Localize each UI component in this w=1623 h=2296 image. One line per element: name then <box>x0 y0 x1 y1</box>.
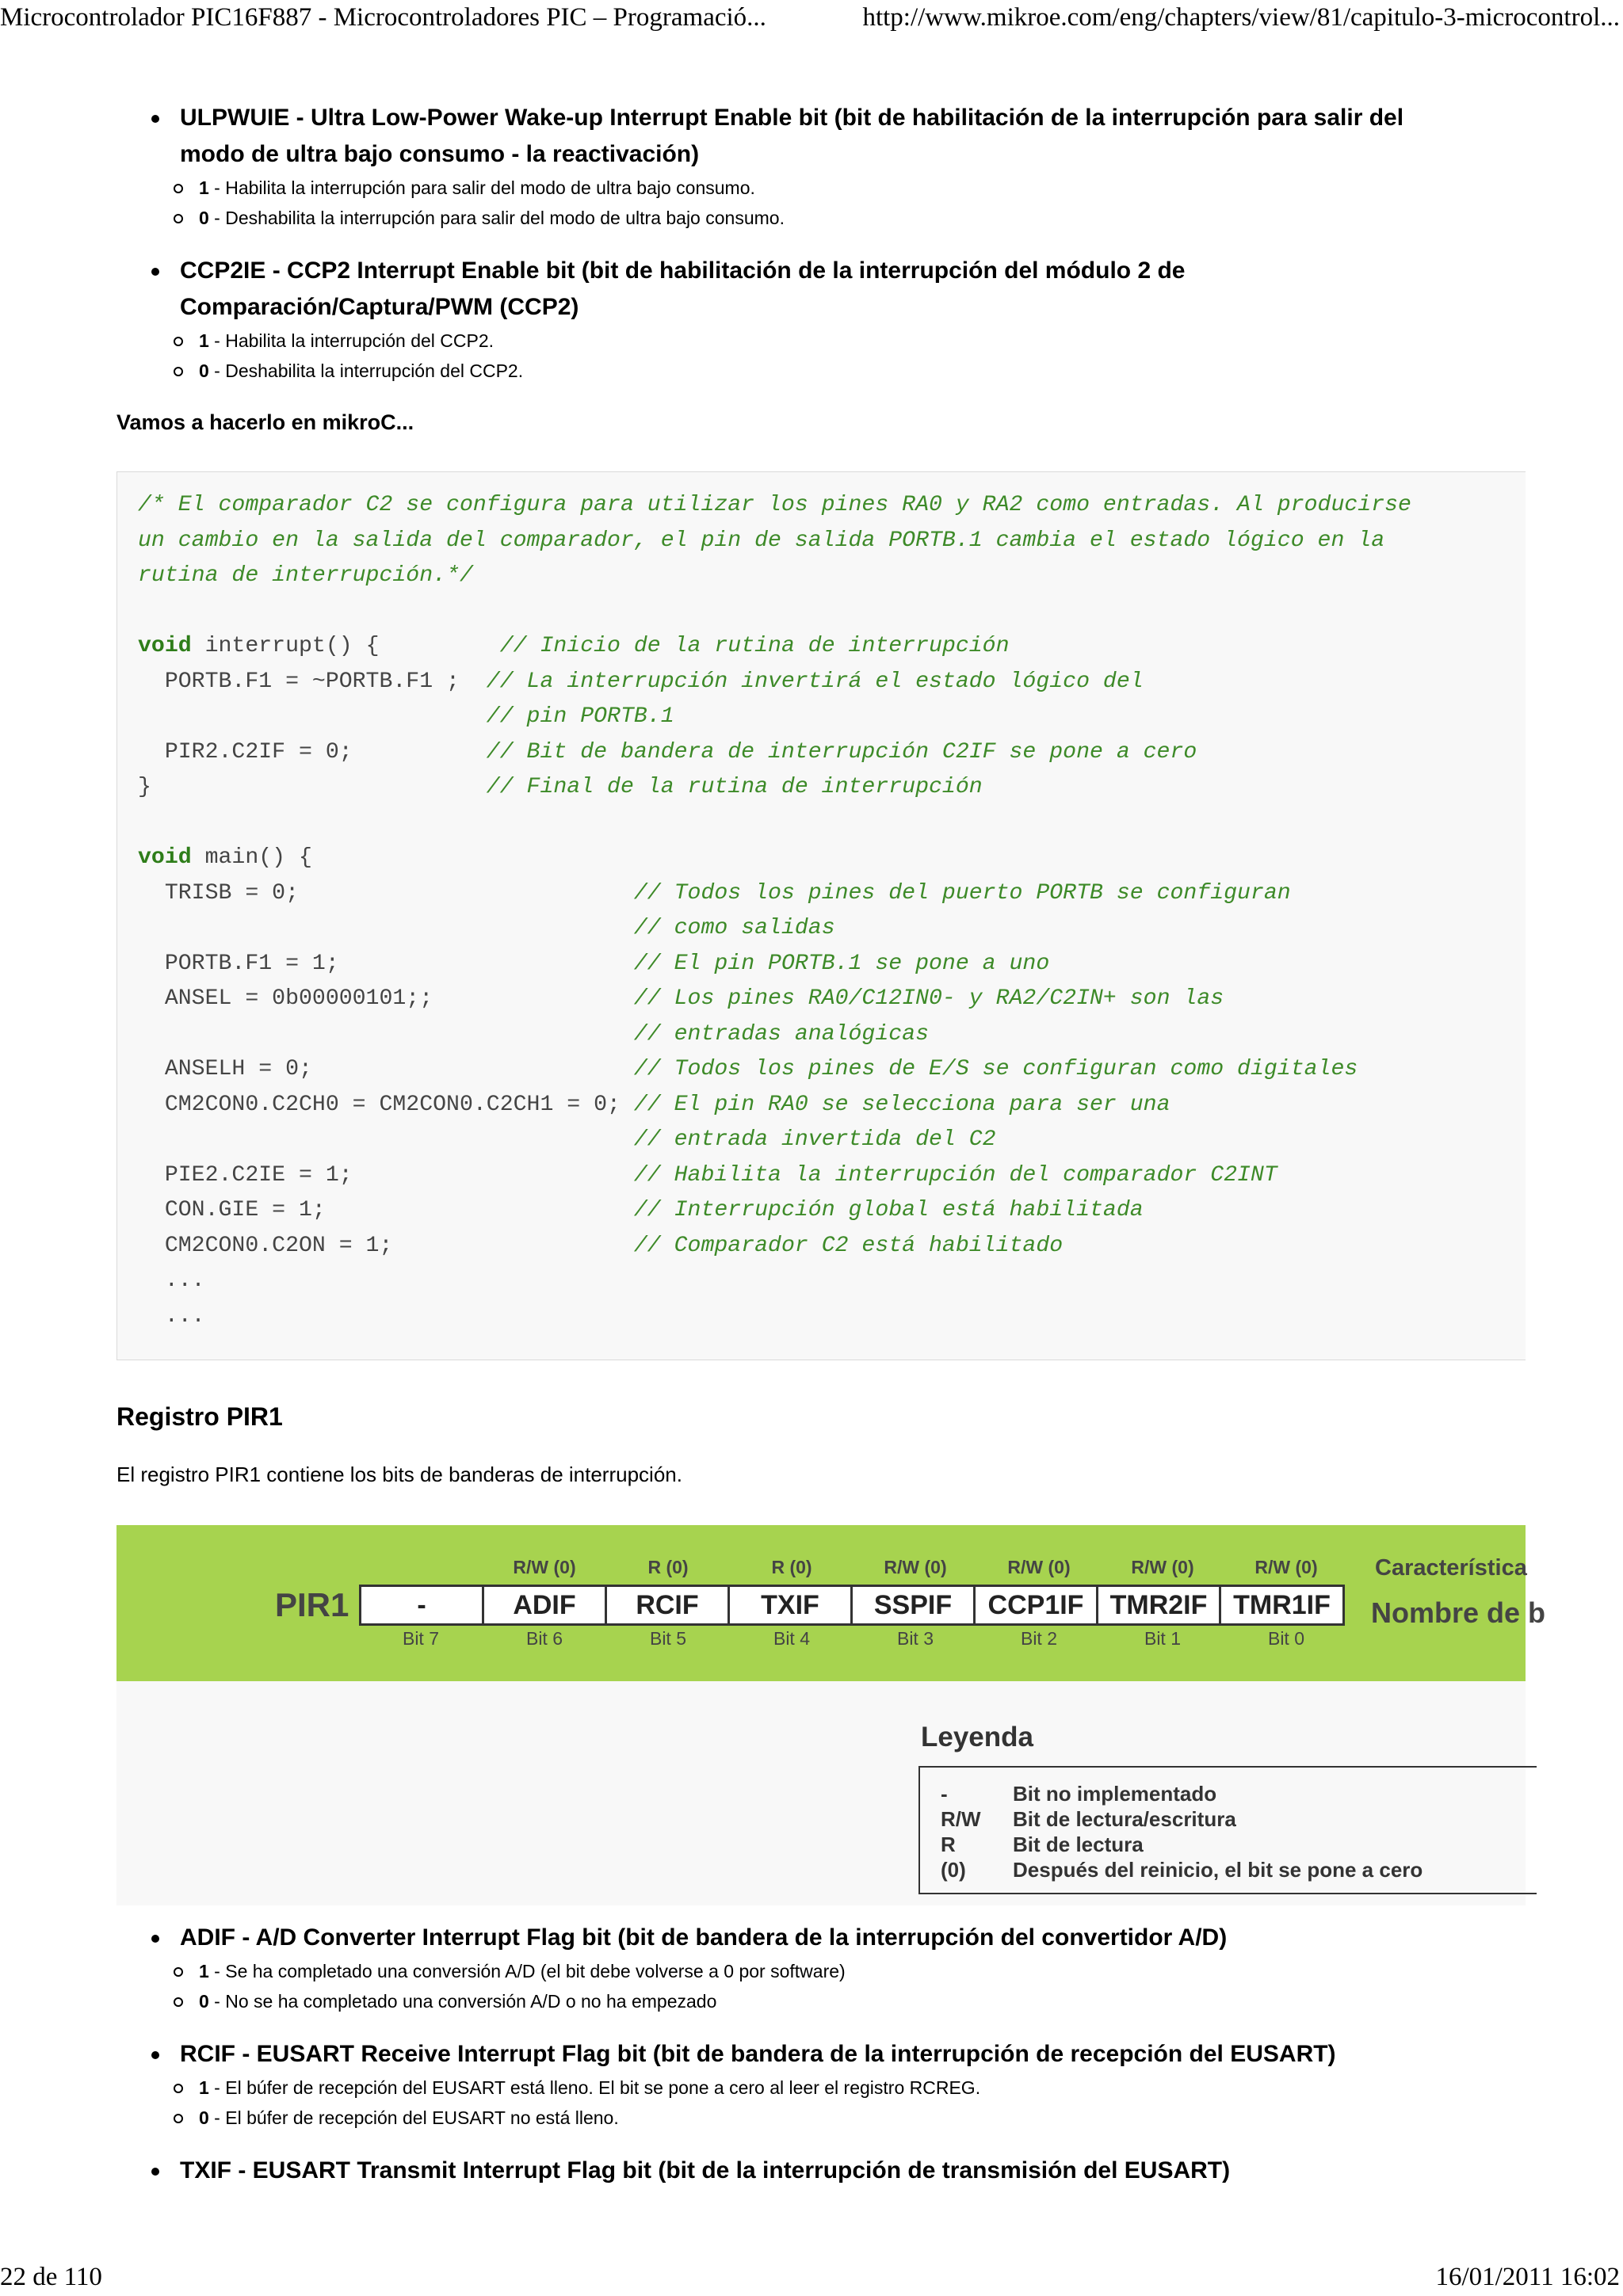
code-line <box>138 1123 1411 1158</box>
code-text: ANSEL = 0b00000101;; <box>138 986 634 1011</box>
bit-value-desc: - El búfer de recepción del EUSART está lleno. El bit se pone a cero al leer el registro RCREG. <box>208 2077 981 2098</box>
register-bit-cell: SSPIF <box>853 1587 976 1623</box>
code-line <box>138 1088 1411 1123</box>
code-line <box>138 770 1411 806</box>
print-datetime: 16/01/2011 16:02 <box>1435 2263 1620 2291</box>
register-access-label: R (0) <box>647 1557 689 1577</box>
register-bit-number: Bit 3 <box>896 1628 934 1649</box>
code-text <box>138 916 634 940</box>
code-comment: // Bit de bandera de interrupción C2IF se pone a cero <box>486 739 1197 765</box>
bit-desc-title-line: Comparación/Captura/PWM (CCP2) <box>180 294 579 320</box>
legend-value: Bit de lectura/escritura <box>1013 1807 1236 1831</box>
bit-value: 0 <box>199 208 209 228</box>
page-counter: 22 de 110 <box>0 2263 102 2291</box>
code-text: ANSELH = 0; <box>138 1057 634 1081</box>
code-comment: // Todos los pines del puerto PORTB se configuran <box>633 880 1291 906</box>
section-heading: Registro PIR1 <box>116 1402 283 1431</box>
code-line <box>138 700 1411 735</box>
code-line <box>138 1017 1411 1053</box>
circle-bullet-icon <box>174 337 183 346</box>
code-block <box>116 471 1526 1360</box>
register-bit-number: Bit 1 <box>1144 1628 1182 1649</box>
code-comment: // Comparador C2 está habilitado <box>633 1233 1064 1258</box>
legend-box <box>918 1766 1537 1894</box>
legend-row <box>941 1807 1236 1832</box>
code-comment: // como salidas <box>633 916 835 940</box>
code-text <box>138 1022 634 1047</box>
code-line <box>138 524 1411 559</box>
register-legend-area <box>116 1681 1526 1905</box>
code-comment: // Inicio de la rutina de interrupción <box>499 634 1010 658</box>
register-access-row <box>359 1557 1348 1578</box>
legend-key: (0) <box>941 1858 966 1882</box>
bit-value-item <box>116 1956 1526 1986</box>
circle-bullet-icon <box>174 1997 183 2007</box>
bit-desc-title-line: modo de ultra bajo consumo - la reactivación) <box>180 141 700 167</box>
register-access-label: R/W (0) <box>1131 1557 1194 1577</box>
code-text: CM2CON0.C2ON = 1; <box>138 1233 634 1258</box>
register-bit-cell: TMR2IF <box>1098 1587 1221 1623</box>
code-line <box>138 1052 1411 1088</box>
register-bit-cell: CCP1IF <box>976 1587 1098 1623</box>
bullet-icon <box>151 115 159 123</box>
legend-row <box>941 1782 1216 1806</box>
code-comment: // Todos los pines de E/S se configuran como digitales <box>633 1057 1358 1081</box>
bit-value-desc: - Deshabilita la interrupción para salir del modo de ultra bajo consumo. <box>208 208 785 228</box>
bit-value-desc: - No se ha completado una conversión A/D o no ha empezado <box>208 1991 717 2012</box>
register-access-label: R/W (0) <box>1254 1557 1318 1577</box>
register-diagram <box>116 1525 1546 1681</box>
bit-desc-title-line: ULPWUIE - Ultra Low-Power Wake-up Interrupt Enable bit (bit de habilitación de la interrupción para salir del <box>180 105 1404 131</box>
code-comment: // Habilita la interrupción del comparador C2INT <box>633 1162 1277 1188</box>
code-comment: // entradas analógicas <box>633 1021 930 1047</box>
bit-value: 1 <box>199 1961 209 1981</box>
code-line <box>138 1193 1411 1229</box>
register-bit-cell: TMR1IF <box>1233 1590 1331 1620</box>
code-text: PORTB.F1 = 1; <box>138 951 634 976</box>
code-text: PIR2.C2IF = 0; <box>138 739 487 765</box>
code-keyword: void <box>138 634 192 658</box>
register-bit-cell: - <box>361 1587 484 1623</box>
legend-title: Leyenda <box>921 1722 1033 1753</box>
code-text: PORTB.F1 = ~PORTB.F1 ; <box>138 669 487 694</box>
code-line <box>138 488 1411 524</box>
bit-desc-title <box>116 2153 1526 2189</box>
page-url: http://www.mikroe.com/eng/chapters/view/81/capitulo-3-microcontrol... <box>862 3 1620 32</box>
bit-desc-title <box>116 1920 1526 1956</box>
code-line <box>138 911 1411 947</box>
bit-desc-rcif <box>116 2036 1526 2133</box>
legend-key: R/W <box>941 1807 981 1831</box>
register-access-label: R/W (0) <box>513 1557 576 1577</box>
code-line <box>138 1229 1411 1264</box>
bit-value: 0 <box>199 1991 209 2012</box>
code-text: CON.GIE = 1; <box>138 1198 634 1222</box>
legend-value: Bit de lectura <box>1013 1833 1144 1856</box>
bit-value-item <box>116 356 1526 386</box>
code-comment: // Los pines RA0/C12IN0- y RA2/C2IN+ son las <box>633 986 1224 1011</box>
code-comment: // Final de la rutina de interrupción <box>486 775 983 799</box>
bullet-icon <box>151 2168 159 2176</box>
code-comment: // entrada invertida del C2 <box>633 1127 996 1152</box>
register-bit-number: Bit 2 <box>1020 1628 1058 1649</box>
circle-bullet-icon <box>174 1967 183 1977</box>
code-text: PIE2.C2IE = 1; <box>138 1162 634 1188</box>
register-name: PIR1 <box>275 1586 349 1623</box>
code-line <box>138 806 1411 841</box>
bit-desc-txif <box>116 2153 1526 2189</box>
legend-row <box>941 1833 1144 1857</box>
bit-desc-title-line: RCIF - EUSART Receive Interrupt Flag bit (bit de bandera de la interrupción de recepción del EUSART) <box>180 2041 1336 2067</box>
legend-value: Después del reinicio, el bit se pone a cero <box>1013 1858 1423 1882</box>
bit-value: 1 <box>199 177 209 198</box>
code-text: main() { <box>191 845 312 870</box>
code-comment: rutina de interrupción.*/ <box>138 563 473 588</box>
code-line <box>138 559 1411 594</box>
bit-value: 1 <box>199 2077 209 2098</box>
code-text: ... <box>138 1303 205 1329</box>
bit-name-label: Nombre de b <box>1371 1596 1546 1629</box>
bit-value-item <box>116 173 1526 203</box>
code-line <box>138 665 1411 700</box>
bit-value-desc: - Habilita la interrupción del CCP2. <box>208 330 495 351</box>
code-line <box>138 1264 1411 1299</box>
code-line <box>138 876 1411 912</box>
code-text <box>138 704 487 729</box>
circle-bullet-icon <box>174 184 183 193</box>
code-line <box>138 1299 1411 1335</box>
bit-desc-ulpwuie <box>116 100 1526 233</box>
code-comment: // El pin RA0 se selecciona para ser una <box>633 1092 1170 1117</box>
code-comment: // Interrupción global está habilitada <box>633 1198 1144 1222</box>
browser-tab-title: Microcontrolador PIC16F887 - Microcontroladores PIC – Programació... <box>0 3 766 32</box>
code-text: TRISB = 0; <box>138 880 634 906</box>
bit-desc-ccp2ie <box>116 253 1526 386</box>
code-comment: // pin PORTB.1 <box>486 704 674 729</box>
register-bit-cell: TXIF <box>730 1587 853 1623</box>
bit-value-desc: - Se ha completado una conversión A/D (el bit debe volverse a 0 por software) <box>208 1961 846 1981</box>
bit-value-item <box>116 2073 1526 2103</box>
legend-key: R <box>941 1833 956 1856</box>
bit-desc-adif <box>116 1920 1526 2016</box>
register-bit-numbers <box>359 1628 1348 1650</box>
bit-desc-title <box>116 100 1526 173</box>
code-line <box>138 1158 1411 1194</box>
code-text: } <box>138 775 487 799</box>
code-line <box>138 629 1411 665</box>
bit-desc-title <box>116 253 1526 326</box>
code-comment: // El pin PORTB.1 se pone a uno <box>633 951 1050 976</box>
bit-desc-title-line: CCP2IE - CCP2 Interrupt Enable bit (bit de habilitación de la interrupción del módulo 2 de <box>180 257 1186 284</box>
section-paragraph: El registro PIR1 contiene los bits de banderas de interrupción. <box>116 1463 682 1486</box>
legend-row <box>941 1858 1423 1882</box>
bit-value: 0 <box>199 360 209 381</box>
code-line <box>138 594 1411 630</box>
code-text: interrupt() { <box>191 634 500 658</box>
bit-value-desc: - El búfer de recepción del EUSART no está lleno. <box>208 2107 619 2128</box>
circle-bullet-icon <box>174 2114 183 2123</box>
code-line <box>138 841 1411 876</box>
bullet-icon <box>151 268 159 276</box>
register-access-label <box>359 1557 483 1578</box>
code-comment: un cambio en la salida del comparador, el pin de salida PORTB.1 cambia el estado lógico en la <box>138 528 1385 553</box>
code-comment: // La interrupción invertirá el estado lógico del <box>486 669 1144 694</box>
bullet-icon <box>151 2051 159 2059</box>
code-text <box>138 1127 634 1152</box>
bit-value: 1 <box>199 330 209 351</box>
register-access-label: R (0) <box>771 1557 812 1577</box>
register-bit-cell: RCIF <box>607 1587 730 1623</box>
bit-value: 0 <box>199 2107 209 2128</box>
circle-bullet-icon <box>174 367 183 376</box>
code-text: CM2CON0.C2CH0 = CM2CON0.C2CH1 = 0; <box>138 1092 634 1117</box>
register-bit-number: Bit 0 <box>1267 1628 1305 1649</box>
code-line <box>138 982 1411 1017</box>
characteristics-label: Característica <box>1375 1555 1527 1581</box>
code-line <box>138 947 1411 982</box>
code-comment: /* El comparador C2 se configura para utilizar los pines RA0 y RA2 como entradas. Al producirse <box>138 493 1411 517</box>
register-bit-number: Bit 4 <box>773 1628 811 1649</box>
bit-desc-title-line: ADIF - A/D Converter Interrupt Flag bit (bit de bandera de la interrupción del convertidor A/D) <box>180 1924 1228 1951</box>
bit-value-item <box>116 203 1526 233</box>
bit-value-item <box>116 2103 1526 2133</box>
register-bit-cell: ADIF <box>484 1587 607 1623</box>
bit-value-desc: - Deshabilita la interrupción del CCP2. <box>208 360 524 381</box>
bit-value-item <box>116 1986 1526 2016</box>
register-bit-cells <box>359 1585 1345 1626</box>
circle-bullet-icon <box>174 214 183 223</box>
code-intro: Vamos a hacerlo en mikroC... <box>116 410 414 434</box>
bit-value-item <box>116 326 1526 356</box>
bit-desc-title-line: TXIF - EUSART Transmit Interrupt Flag bit (bit de la interrupción de transmisión del EUSART) <box>180 2157 1231 2183</box>
legend-key: - <box>941 1782 948 1806</box>
bullet-icon <box>151 1935 159 1943</box>
code-line <box>138 735 1411 771</box>
bit-desc-title <box>116 2036 1526 2073</box>
register-access-label: R/W (0) <box>884 1557 947 1577</box>
register-bit-number: Bit 5 <box>649 1628 687 1649</box>
register-bit-number: Bit 7 <box>402 1628 440 1649</box>
code-text: ... <box>138 1268 205 1293</box>
bit-value-desc: - Habilita la interrupción para salir del modo de ultra bajo consumo. <box>208 177 755 198</box>
circle-bullet-icon <box>174 2084 183 2093</box>
code-keyword: void <box>138 845 192 870</box>
legend-value: Bit no implementado <box>1013 1782 1217 1806</box>
register-access-label: R/W (0) <box>1007 1557 1071 1577</box>
code-listing <box>138 488 1411 1334</box>
register-bit-number: Bit 6 <box>525 1628 563 1649</box>
